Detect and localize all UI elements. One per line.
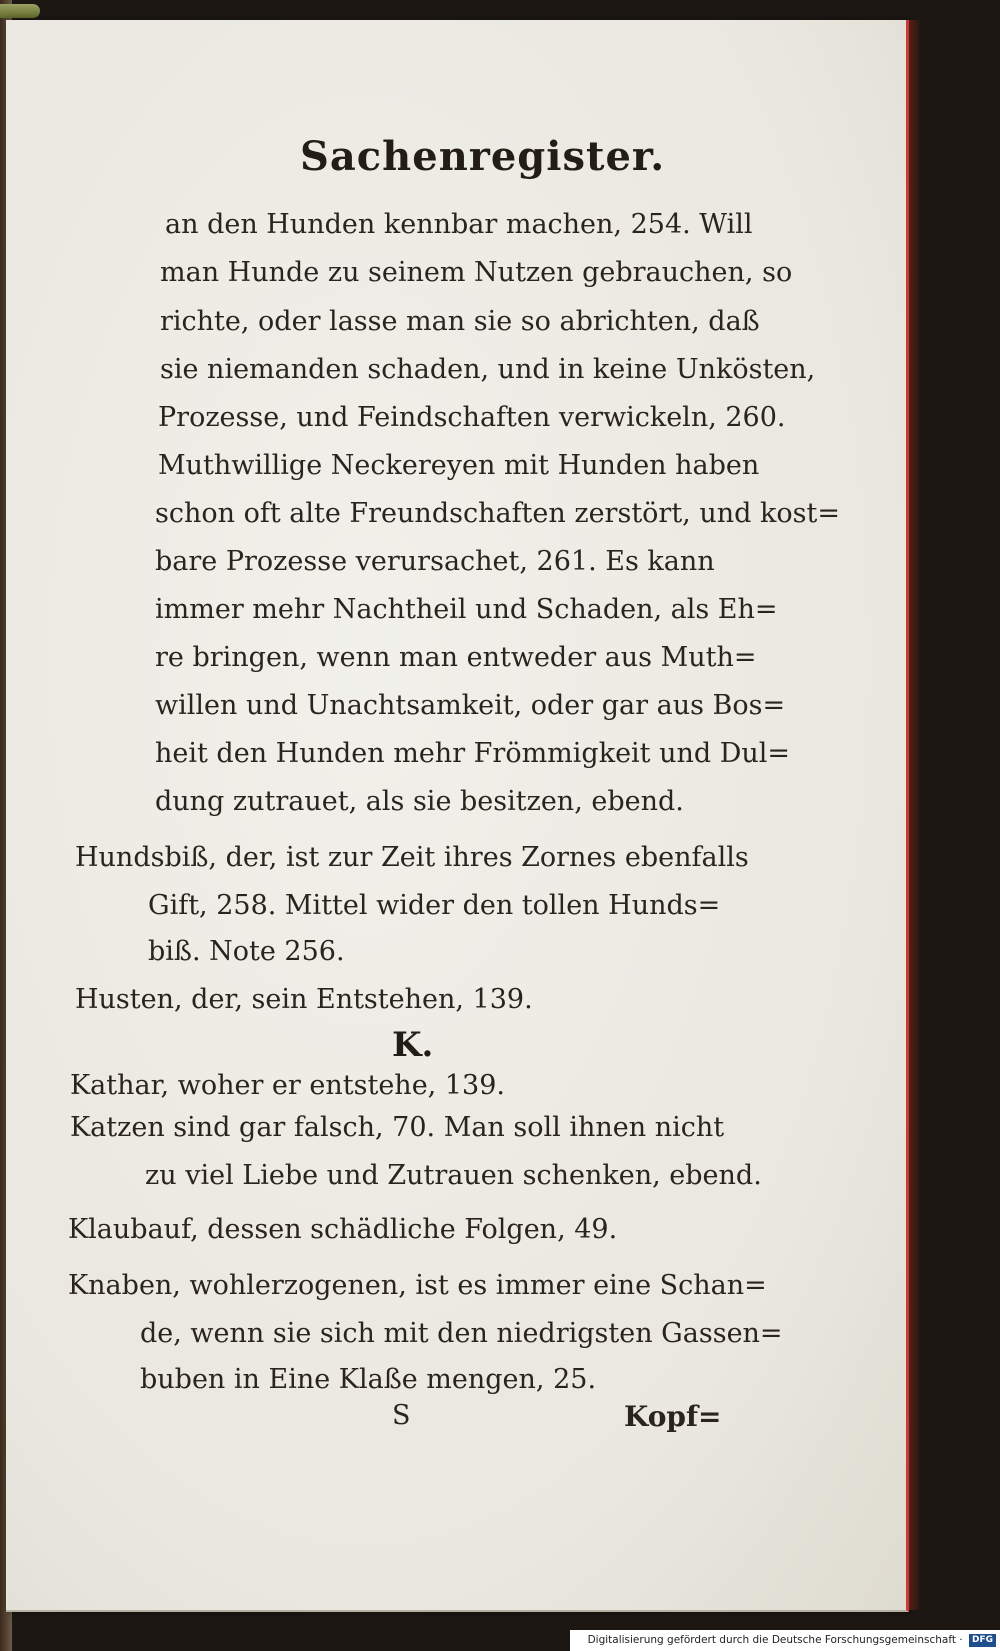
digitization-footer xyxy=(570,1630,1000,1651)
signature-mark: S xyxy=(392,1400,411,1431)
text-line: de, wenn sie sich mit den niedrigsten Gassen= xyxy=(140,1318,783,1349)
text-line: Prozesse, und Feindschaften verwickeln, 260. xyxy=(158,402,786,433)
text-line: heit den Hunden mehr Frömmigkeit und Dul= xyxy=(155,738,791,769)
text-line: biß. Note 256. xyxy=(148,936,345,967)
index-entry: Knaben, wohlerzogenen, ist es immer eine Schan= xyxy=(68,1270,767,1301)
dfg-logo-icon: DFG xyxy=(969,1634,996,1647)
page-heading: Sachenregister. xyxy=(300,133,666,180)
text-line: buben in Eine Klaße mengen, 25. xyxy=(140,1364,597,1395)
text-line: bare Prozesse verursachet, 261. Es kann xyxy=(155,546,715,577)
text-line: an den Hunden kennbar machen, 254. Will xyxy=(165,209,753,240)
text-line: Gift, 258. Mittel wider den tollen Hunds= xyxy=(148,890,721,921)
index-entry: Klaubauf, dessen schädliche Folgen, 49. xyxy=(68,1214,618,1245)
index-entry: Katzen sind gar falsch, 70. Man soll ihnen nicht xyxy=(70,1112,725,1143)
text-line: dung zutrauet, als sie besitzen, ebend. xyxy=(155,786,684,817)
index-entry: Kathar, woher er entstehe, 139. xyxy=(70,1070,505,1101)
bookmark-ribbon xyxy=(0,4,40,18)
text-line: Muthwillige Neckereyen mit Hunden haben xyxy=(158,450,760,481)
index-entry: Husten, der, sein Entstehen, 139. xyxy=(75,984,533,1015)
text-line: richte, oder lasse man sie so abrichten, daß xyxy=(160,306,760,337)
section-letter: K. xyxy=(392,1025,434,1065)
text-line: immer mehr Nachtheil und Schaden, als Eh= xyxy=(155,594,778,625)
text-line: willen und Unachtsamkeit, oder gar aus Bos= xyxy=(155,690,786,721)
text-line: re bringen, wenn man entweder aus Muth= xyxy=(155,642,757,673)
text-line: man Hunde zu seinem Nutzen gebrauchen, so xyxy=(160,257,793,288)
text-line: sie niemanden schaden, und in keine Unkösten, xyxy=(160,354,816,385)
page-edge xyxy=(909,20,919,1610)
catchword: Kopf= xyxy=(624,1400,722,1433)
text-line: schon oft alte Freundschaften zerstört, und kost= xyxy=(155,498,840,529)
footer-text: Digitalisierung gefördert durch die Deutsche Forschungsgemeinschaft · xyxy=(587,1634,963,1646)
index-entry: Hundsbiß, der, ist zur Zeit ihres Zornes ebenfalls xyxy=(75,842,749,873)
text-line: zu viel Liebe und Zutrauen schenken, ebend. xyxy=(145,1160,762,1191)
